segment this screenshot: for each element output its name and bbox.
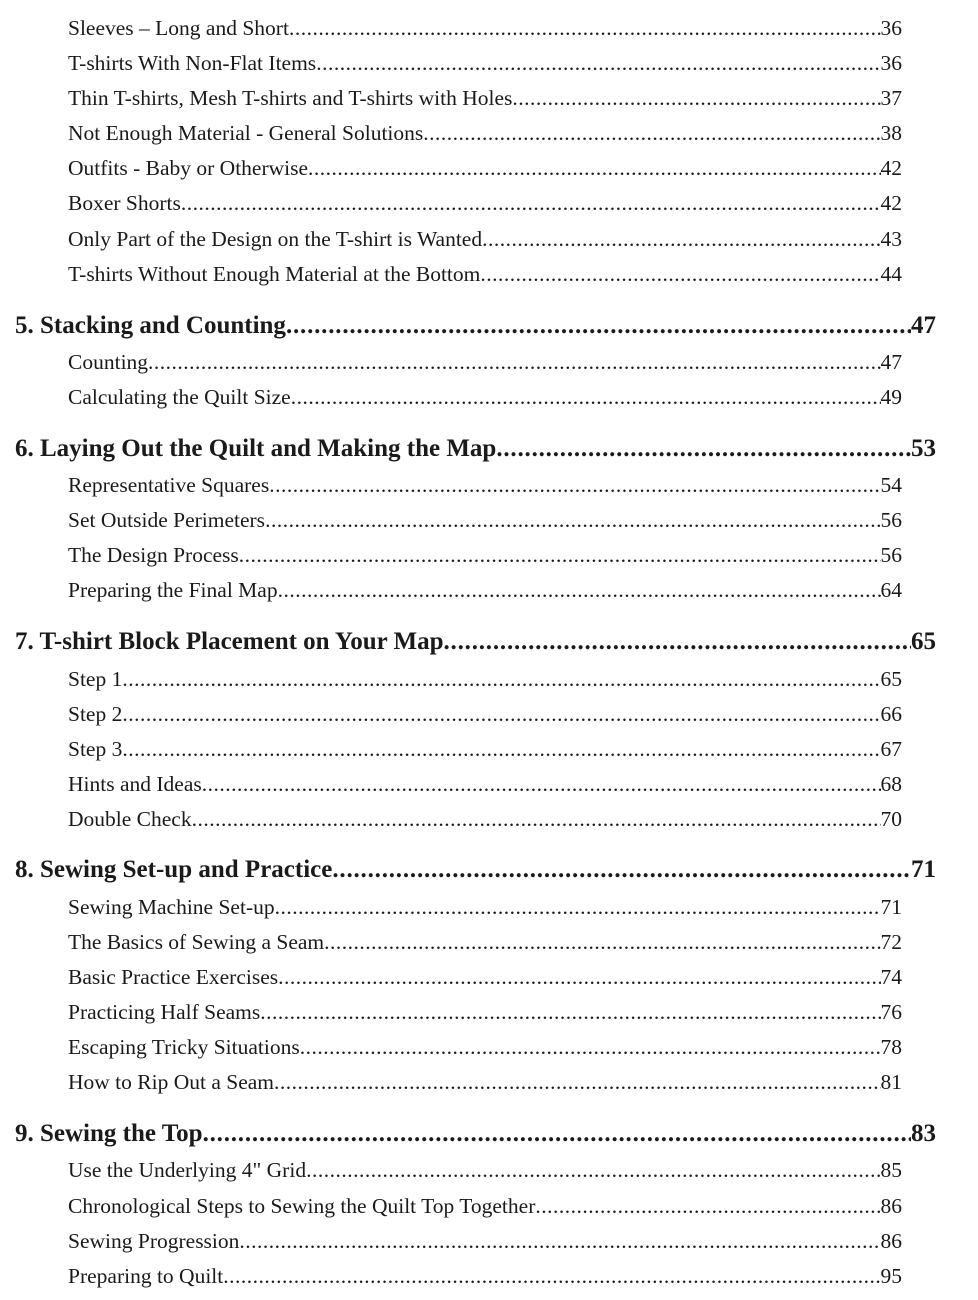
toc-entry-row <box>68 802 902 837</box>
toc-entry-row <box>68 81 902 116</box>
toc-entry-row <box>68 11 902 46</box>
page-number: 67 <box>880 736 902 761</box>
toc-chapter-row <box>15 429 936 469</box>
entry-title: Step 2 <box>68 701 123 726</box>
dot-leader <box>512 81 880 116</box>
dot-leader <box>265 503 880 538</box>
chapter-title: 7. T-shirt Block Placement on Your Map <box>15 628 444 655</box>
toc-entry-row <box>68 1259 902 1294</box>
entry-title: Basic Practice Exercises <box>68 964 279 989</box>
dot-leader <box>192 802 881 837</box>
toc-entry-row <box>68 186 902 221</box>
entry-title: Step 3 <box>68 736 123 761</box>
dot-leader <box>122 732 880 767</box>
toc-entry-row <box>68 732 902 767</box>
page-number: 66 <box>880 701 902 726</box>
dot-leader <box>274 1065 880 1100</box>
chapter-title: 6. Laying Out the Quilt and Making the Map <box>15 435 497 462</box>
dot-leader <box>286 306 911 346</box>
dot-leader <box>324 925 880 960</box>
dot-leader <box>278 960 880 995</box>
toc-entry-row <box>68 1224 902 1259</box>
dot-leader <box>291 380 881 415</box>
dot-leader <box>181 186 881 221</box>
page-number: 72 <box>880 929 902 954</box>
page-number: 36 <box>880 50 902 75</box>
entry-title: Chronological Steps to Sewing the Quilt Top Together <box>68 1193 536 1218</box>
page-number: 70 <box>880 806 902 831</box>
chapter-title: 8. Sewing Set-up and Practice <box>15 856 333 883</box>
chapter-title: 5. Stacking and Counting <box>15 312 286 339</box>
toc-entry-row <box>68 345 902 380</box>
dot-leader <box>203 1114 911 1154</box>
entry-title: The Basics of Sewing a Seam <box>68 929 325 954</box>
entry-title: Not Enough Material - General Solutions <box>68 120 424 145</box>
page-number: 83 <box>911 1120 936 1147</box>
toc-entry-row <box>68 697 902 732</box>
toc-entry-row <box>68 960 902 995</box>
entry-title: Preparing the Final Map <box>68 577 278 602</box>
page-number: 47 <box>911 312 936 339</box>
page-number: 71 <box>880 894 902 919</box>
dot-leader <box>496 429 911 469</box>
toc-entry-row <box>68 380 902 415</box>
entry-title: Escaping Tricky Situations <box>68 1034 300 1059</box>
page-number: 64 <box>880 577 902 602</box>
dot-leader <box>278 573 881 608</box>
toc-chapter-row <box>15 622 936 662</box>
page-number: 56 <box>880 507 902 532</box>
entry-title: Counting <box>68 349 149 374</box>
page-number: 68 <box>880 771 902 796</box>
page-number: 86 <box>880 1193 902 1218</box>
page-number: 85 <box>880 1157 902 1182</box>
entry-title: Representative Squares <box>68 472 270 497</box>
page-number: 42 <box>880 155 902 180</box>
toc-entry-row <box>68 257 902 292</box>
page-number: 86 <box>880 1228 902 1253</box>
entry-title: Preparing to Quilt <box>68 1263 224 1288</box>
toc-entry-row <box>68 1153 902 1188</box>
page-number: 56 <box>880 542 902 567</box>
page-number: 36 <box>880 15 902 40</box>
dot-leader <box>423 116 880 151</box>
page-number: 65 <box>880 666 902 691</box>
dot-leader <box>308 151 880 186</box>
entry-title: Outfits - Baby or Otherwise <box>68 155 309 180</box>
dot-leader <box>289 11 881 46</box>
entry-title: Sleeves – Long and Short <box>68 15 289 40</box>
dot-leader <box>122 697 880 732</box>
entry-title: Sewing Machine Set-up <box>68 894 275 919</box>
entry-title: Step 1 <box>68 666 123 691</box>
entry-title: How to Rip Out a Seam <box>68 1069 275 1094</box>
page-number: 81 <box>880 1069 902 1094</box>
toc-entry-row <box>68 46 902 81</box>
dot-leader <box>223 1259 880 1294</box>
page-number: 37 <box>880 85 902 110</box>
page-number: 47 <box>880 349 902 374</box>
toc-entry-row <box>68 767 902 802</box>
toc-entry-row <box>68 468 902 503</box>
toc-entry-row <box>68 538 902 573</box>
dot-leader <box>482 222 880 257</box>
dot-leader <box>480 257 880 292</box>
page-number: 53 <box>911 435 936 462</box>
chapter-title: 9. Sewing the Top <box>15 1120 203 1147</box>
toc-entry-row <box>68 573 902 608</box>
dot-leader <box>239 538 881 573</box>
entry-title: Only Part of the Design on the T-shirt is Wanted <box>68 226 483 251</box>
dot-leader <box>148 345 880 380</box>
toc-entry-row <box>68 662 902 697</box>
toc-entry-row <box>68 1065 902 1100</box>
dot-leader <box>202 767 881 802</box>
page-number: 76 <box>880 999 902 1024</box>
page-number: 95 <box>880 1263 902 1288</box>
entry-title: Use the Underlying 4" Grid <box>68 1157 307 1182</box>
page-number: 54 <box>880 472 902 497</box>
page-number: 65 <box>911 628 936 655</box>
dot-leader <box>239 1224 880 1259</box>
entry-title: T-shirts Without Enough Material at the Bottom <box>68 261 481 286</box>
toc-entry-row <box>68 1189 902 1224</box>
toc-entry-row <box>68 995 902 1030</box>
page-number: 74 <box>880 964 902 989</box>
dot-leader <box>306 1153 880 1188</box>
entry-title: Set Outside Perimeters <box>68 507 266 532</box>
page-number: 49 <box>880 384 902 409</box>
entry-title: Hints and Ideas <box>68 771 202 796</box>
dot-leader <box>300 1030 881 1065</box>
toc-entry-row <box>68 222 902 257</box>
toc-entry-row <box>68 151 902 186</box>
entry-title: Calculating the Quilt Size <box>68 384 291 409</box>
entry-title: Boxer Shorts <box>68 190 181 215</box>
dot-leader <box>332 850 911 890</box>
toc-entry-row <box>68 503 902 538</box>
toc-entry-row <box>68 890 902 925</box>
page-number: 44 <box>880 261 902 286</box>
dot-leader <box>269 468 880 503</box>
dot-leader <box>535 1189 880 1224</box>
dot-leader <box>122 662 880 697</box>
entry-title: Practicing Half Seams <box>68 999 261 1024</box>
toc-chapter-row <box>15 1114 936 1154</box>
toc-entry-row <box>68 1030 902 1065</box>
dot-leader <box>260 995 880 1030</box>
page-number: 78 <box>880 1034 902 1059</box>
entry-title: T-shirts With Non-Flat Items <box>68 50 317 75</box>
page-number: 43 <box>880 226 902 251</box>
dot-leader <box>275 890 881 925</box>
entry-title: The Design Process <box>68 542 239 567</box>
page-number: 71 <box>911 856 936 883</box>
toc-chapter-row <box>15 850 936 890</box>
toc-chapter-row <box>15 306 936 346</box>
dot-leader <box>444 622 912 662</box>
dot-leader <box>316 46 880 81</box>
entry-title: Double Check <box>68 806 192 831</box>
entry-title: Sewing Progression <box>68 1228 240 1253</box>
page-number: 38 <box>880 120 902 145</box>
toc-entry-row <box>68 925 902 960</box>
toc-entry-row <box>68 116 902 151</box>
entry-title: Thin T-shirts, Mesh T-shirts and T-shirts with Holes <box>68 85 513 110</box>
page-number: 42 <box>880 190 902 215</box>
